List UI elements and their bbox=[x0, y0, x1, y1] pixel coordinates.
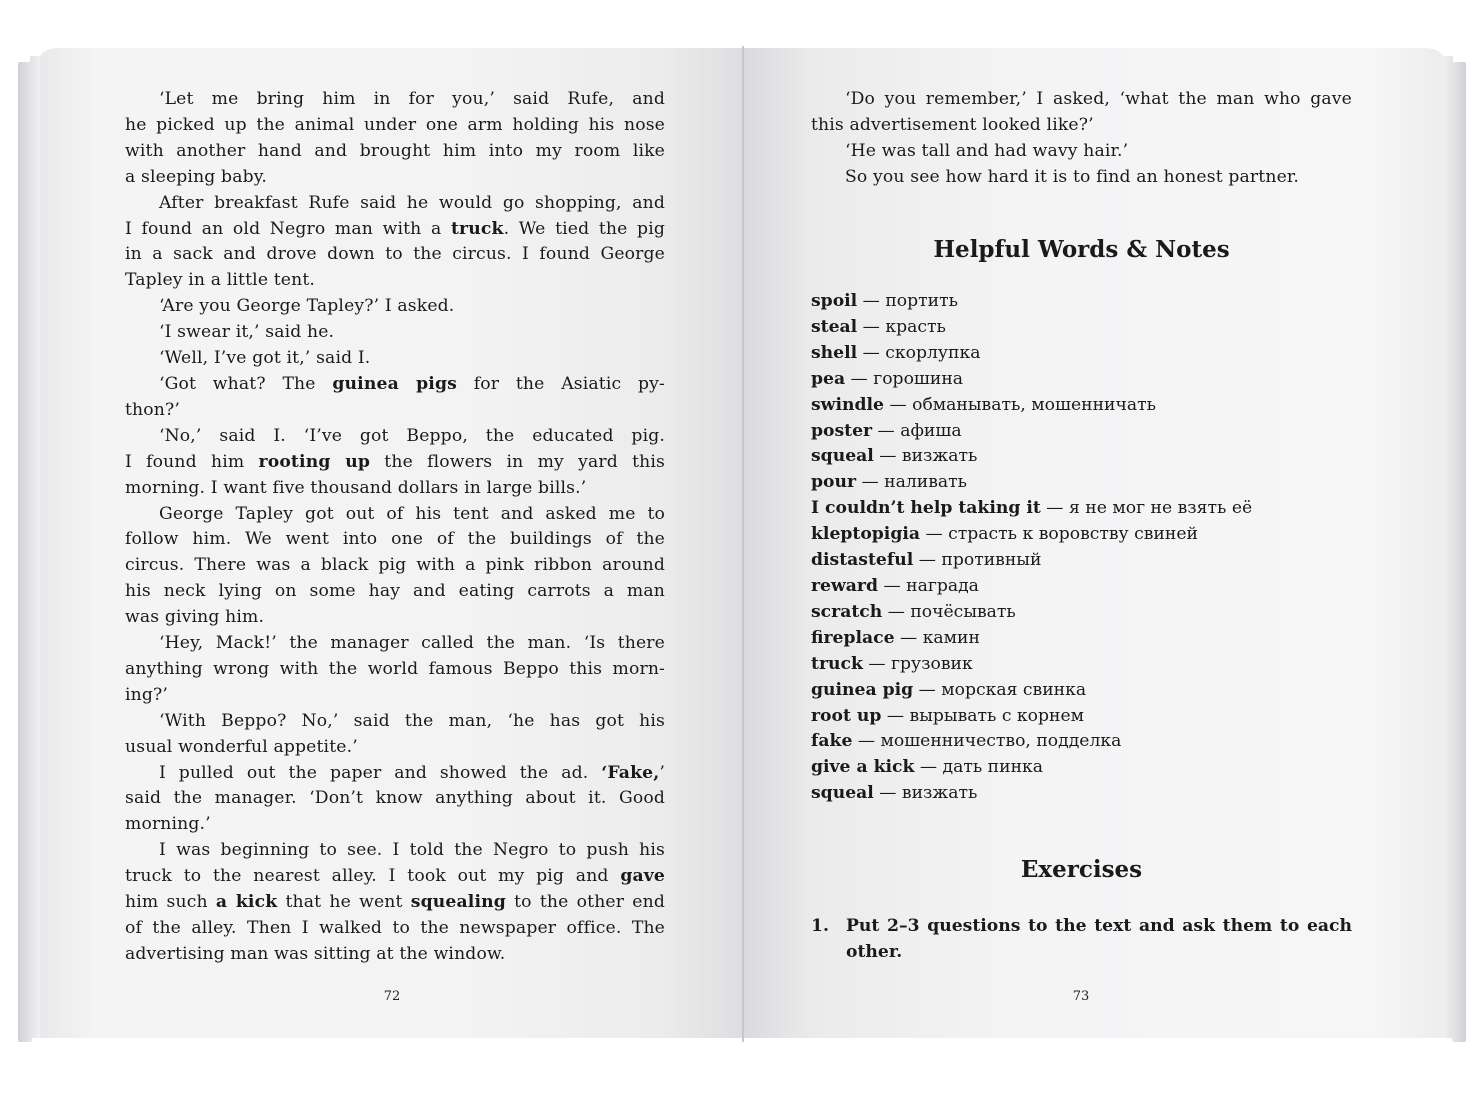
vocab-translation: — красть bbox=[857, 316, 946, 337]
vocab-entry bbox=[811, 600, 1371, 626]
vocab-term: reward bbox=[811, 575, 878, 596]
vocab-entry bbox=[811, 315, 1371, 341]
page-number-right: 73 bbox=[1072, 989, 1090, 1004]
bold-vocab-term: guinea pigs bbox=[332, 373, 457, 394]
exercises-section-title: Exercises bbox=[1020, 856, 1143, 883]
vocab-term: fireplace bbox=[811, 627, 895, 648]
vocab-translation: — визжать bbox=[873, 783, 978, 804]
text-line: George Tapley got out of his tent and asked me to bbox=[159, 503, 665, 524]
vocab-translation: — почёсывать bbox=[882, 601, 1016, 622]
vocab-entry bbox=[811, 419, 1371, 445]
vocab-term: truck bbox=[811, 653, 863, 674]
text-line: ‘He was tall and had wavy hair.’ bbox=[845, 140, 1129, 161]
vocab-translation: — вырывать с корнем bbox=[881, 705, 1085, 726]
vocab-translation: — грузовик bbox=[862, 653, 973, 674]
vocab-entry bbox=[811, 781, 1371, 807]
page-stack-edge-right-outer bbox=[1452, 62, 1466, 1042]
story-text bbox=[125, 87, 665, 968]
bold-vocab-term: a kick bbox=[215, 892, 278, 913]
vocab-entry bbox=[811, 652, 1371, 678]
vocab-translation: — скорлупка bbox=[857, 342, 981, 363]
text-line: ‘I swear it,’ said he. bbox=[159, 322, 335, 343]
vocab-term: guinea pig bbox=[811, 679, 914, 700]
text-line: ‘With Beppo? No,’ said the man, ‘he has got his bbox=[159, 710, 665, 731]
vocab-translation: — визжать bbox=[873, 446, 978, 467]
vocab-entry bbox=[811, 522, 1371, 548]
vocab-term: squeal bbox=[811, 446, 874, 467]
vocab-list bbox=[811, 289, 1371, 807]
vocab-term: fake bbox=[811, 731, 853, 752]
vocab-entry bbox=[811, 626, 1371, 652]
text-line: him such a kick that he went squealing to the other end bbox=[125, 892, 665, 913]
right-page bbox=[743, 48, 1443, 1038]
text-line: in a sack and drove down to the circus. I found George bbox=[125, 244, 665, 265]
left-page bbox=[40, 48, 743, 1038]
exercise-number: 1. bbox=[811, 916, 829, 936]
text-line: ‘Got what? The guinea pigs for the Asiatic py- bbox=[159, 373, 665, 394]
vocab-translation: — мошенничество, подделка bbox=[852, 731, 1122, 752]
vocab-entry bbox=[811, 496, 1371, 522]
vocab-entry bbox=[811, 393, 1371, 419]
text-line: was giving him. bbox=[125, 607, 265, 628]
vocab-translation: — дать пинка bbox=[914, 757, 1044, 778]
vocab-section-title: Helpful Words & Notes bbox=[933, 236, 1230, 263]
bold-vocab-term: truck bbox=[450, 218, 504, 239]
text-line: anything wrong with the world famous Beppo this morn- bbox=[125, 658, 665, 679]
exercise-text: Put 2–3 questions to the text and ask them to each other. bbox=[846, 916, 1352, 962]
bold-vocab-term: rooting up bbox=[258, 451, 371, 472]
vocab-term: pea bbox=[811, 368, 846, 389]
text-line: of the alley. Then I walked to the newspaper office. The bbox=[125, 918, 665, 938]
text-line: usual wonderful appetite.’ bbox=[125, 736, 358, 757]
text-line: ‘Hey, Mack!’ the manager called the man. ‘Is there bbox=[159, 633, 665, 654]
vocab-entry bbox=[811, 548, 1371, 574]
vocab-term: give a kick bbox=[811, 757, 915, 778]
text-line: follow him. We went into one of the buildings of the bbox=[125, 529, 665, 550]
vocab-term: squeal bbox=[811, 783, 874, 804]
vocab-translation: — морская свинка bbox=[913, 679, 1087, 700]
vocab-entry bbox=[811, 444, 1371, 470]
text-line: ‘No,’ said I. ‘I’ve got Beppo, the educated pig. bbox=[159, 425, 665, 446]
text-line: a sleeping baby. bbox=[125, 166, 267, 187]
text-line: I found him rooting up the flowers in my yard this bbox=[125, 451, 665, 472]
vocab-entry bbox=[811, 341, 1371, 367]
vocab-translation: — афиша bbox=[872, 420, 962, 441]
text-line: ‘Well, I’ve got it,’ said I. bbox=[159, 348, 371, 369]
book-spine bbox=[742, 46, 744, 1042]
text-line: morning.’ bbox=[125, 814, 211, 835]
vocab-term: spoil bbox=[811, 291, 858, 311]
text-line: morning. I want five thousand dollars in large bills.’ bbox=[125, 477, 587, 498]
text-line: ‘Are you George Tapley?’ I asked. bbox=[159, 296, 455, 317]
text-line: advertising man was sitting at the window. bbox=[125, 943, 506, 964]
vocab-translation: — камин bbox=[894, 627, 980, 648]
text-line: his neck lying on some hay and eating carrots a man bbox=[125, 581, 665, 602]
vocab-translation: — противный bbox=[913, 550, 1042, 571]
vocab-term: poster bbox=[811, 420, 873, 441]
text-line: with another hand and brought him into my room like bbox=[125, 140, 665, 161]
text-line: truck to the nearest alley. I took out my pig and gave bbox=[125, 866, 665, 887]
vocab-translation: — портить bbox=[857, 291, 958, 311]
text-line: I pulled out the paper and showed the ad. ‘Fake,’ bbox=[159, 762, 665, 783]
text-line: ing?’ bbox=[125, 684, 168, 705]
story-text-continued bbox=[811, 87, 1352, 191]
text-line: said the manager. ‘Don’t know anything about it. Good bbox=[125, 788, 665, 809]
vocab-term: pour bbox=[811, 472, 857, 493]
vocab-translation: — страсть к воровству свиней bbox=[920, 524, 1198, 545]
text-line: I found an old Negro man with a truck. We tied the pig bbox=[125, 218, 665, 239]
vocab-translation: — наливать bbox=[856, 472, 968, 493]
bold-vocab-term: squealing bbox=[410, 892, 506, 913]
text-line: he picked up the animal under one arm holding his nose bbox=[125, 114, 665, 135]
text-line: So you see how hard it is to find an honest partner. bbox=[845, 166, 1299, 187]
text-line: thon?’ bbox=[125, 399, 180, 420]
bold-vocab-term: ‘Fake, bbox=[601, 762, 660, 783]
text-line: this advertisement looked like?’ bbox=[811, 114, 1094, 135]
page-number-left: 72 bbox=[383, 989, 401, 1004]
vocab-translation: — горошина bbox=[845, 368, 964, 389]
vocab-entry bbox=[811, 289, 1371, 315]
text-line: After breakfast Rufe said he would go shopping, and bbox=[159, 192, 665, 213]
text-line: ‘Let me bring him in for you,’ said Rufe, and bbox=[159, 89, 665, 109]
vocab-translation: — обманывать, мошенничать bbox=[883, 394, 1156, 415]
vocab-term: distasteful bbox=[811, 550, 914, 571]
vocab-entry bbox=[811, 367, 1371, 393]
vocab-term: root up bbox=[811, 705, 882, 726]
vocab-entry bbox=[811, 704, 1371, 730]
vocab-term: shell bbox=[811, 342, 858, 363]
vocab-translation: — я не мог не взять её bbox=[1040, 498, 1253, 519]
vocab-entry bbox=[811, 678, 1371, 704]
text-line: Tapley in a little tent. bbox=[125, 270, 316, 291]
vocab-term: scratch bbox=[811, 601, 883, 622]
text-line: I was beginning to see. I told the Negro to push his bbox=[159, 840, 665, 861]
text-line: circus. There was a black pig with a pink ribbon around bbox=[125, 555, 665, 576]
vocab-entry bbox=[811, 470, 1371, 496]
bold-vocab-term: gave bbox=[620, 866, 665, 887]
vocab-entry bbox=[811, 729, 1371, 755]
vocab-term: swindle bbox=[811, 394, 884, 415]
vocab-entry bbox=[811, 755, 1371, 781]
vocab-term: kleptopigia bbox=[811, 524, 921, 545]
vocab-term: steal bbox=[811, 316, 858, 337]
exercise-item bbox=[811, 914, 1352, 966]
vocab-term: I couldn’t help taking it bbox=[811, 498, 1041, 519]
vocab-translation: — награда bbox=[878, 575, 979, 596]
text-line: ‘Do you remember,’ I asked, ‘what the man who gave bbox=[845, 89, 1352, 109]
vocab-entry bbox=[811, 574, 1371, 600]
